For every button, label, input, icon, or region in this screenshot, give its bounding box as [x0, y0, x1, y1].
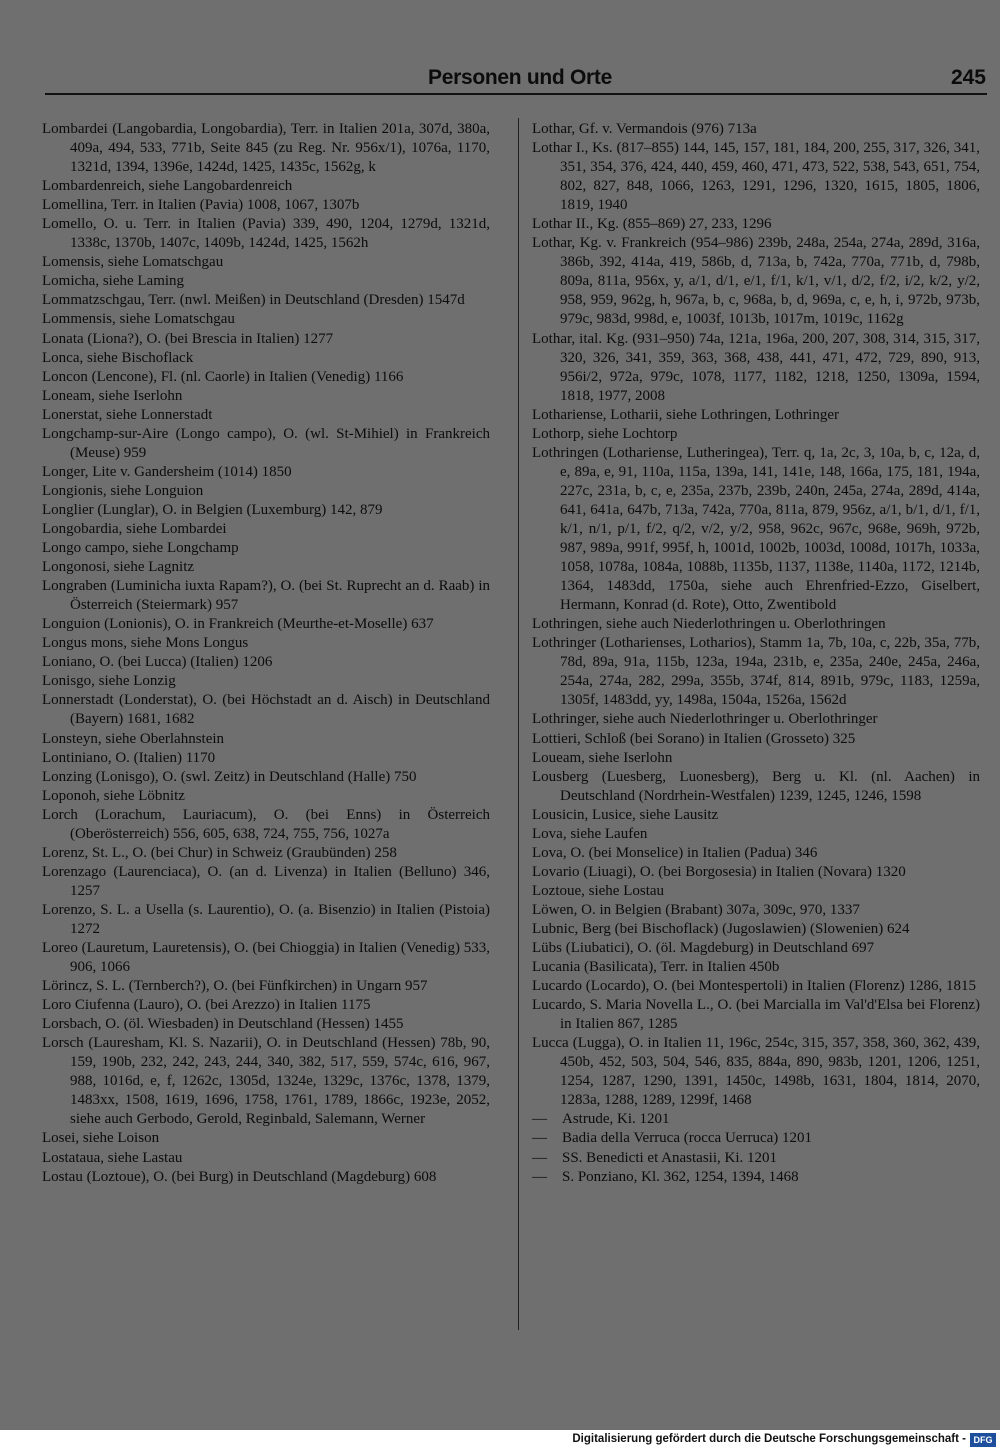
index-entry: Loniano, O. (bei Lucca) (Italien) 1206: [42, 654, 273, 671]
index-entry: Lorsch (Lauresham, Kl. S. Nazarii), O. in Deutschland (Hessen) 78b, 90, 159, 190b, 232, 242, 243, 244, 340, 382, 517, 559, 574c, 616, 967, 988, 1016d, e, f, 1262c, 1305d, 1324e, 1329c, 1376c, 1378, 1379, 1483xx, 1508, 1619, 1696, 1758, 1761, 1789, 1866c, 1923e, 2052, siehe auch Gerbodo, Gerold, Reginbald, Salemann, Werner: [42, 1035, 490, 1128]
index-entry: Lothringen (Lothariense, Lutheringea), Terr. q, 1a, 2c, 3, 10a, b, c, 12a, d, e, 89a, e, 91, 110a, 115a, 139a, 141, 141e, 148, 166a, 175, 181, 194a, 227c, 231a, b, c, e, 235a, 237b, 239b, 240n, 245a, 274a, 289d, 414a, 641, 641a, 647b, 713a, 742a, 770a, 811a, 879, 956z, a/1, b/1, d/1, f/1, k/1, n/1, p/1, f/2, q/2, v/2, y/2, 958, 962c, 967c, 968e, 969h, 972b, 987, 989a, 991f, 995f, h, 1001d, 1002b, 1003d, 1008d, 1017h, 1033a, 1058, 1078a, 1084a, 1088b, 1135b, 1137, 1138e, 1140a, 1172, 1214b, 1364, 1483dd, 1750a, siehe auch Ehrenfried-Ezzo, Giselbert, Hermann, Konrad (d. Rote), Otto, Zwentibold: [532, 444, 980, 614]
index-entry: Lothringen, siehe auch Niederlothringen u. Oberlothringen: [532, 616, 886, 633]
index-entry: Loztoue, siehe Lostau: [532, 882, 665, 899]
index-subentry: [532, 1129, 980, 1148]
index-entry: Lontiniano, O. (Italien) 1170: [42, 749, 216, 766]
index-entry: Lostau (Loztoue), O. (bei Burg) in Deutschland (Magdeburg) 608: [42, 1168, 437, 1185]
dash-mark: —: [532, 1111, 547, 1128]
index-entry: Loncon (Lencone), Fl. (nl. Caorle) in Italien (Venedig) 1166: [42, 368, 404, 385]
index-entry: Lostataua, siehe Lastau: [42, 1149, 183, 1166]
index-entry: Lova, siehe Laufen: [532, 825, 648, 842]
index-entry: Loneam, siehe Iserlohn: [42, 387, 183, 404]
index-entry: Longuion (Lonionis), O. in Frankreich (Meurthe-et-Moselle) 637: [42, 616, 434, 633]
index-entry: Lothringer, siehe auch Niederlothringer u. Oberlothringer: [532, 711, 878, 728]
index-entry: Lothar I., Ks. (817–855) 144, 145, 157, 181, 184, 200, 255, 317, 326, 341, 351, 354, 376, 424, 440, 459, 460, 471, 473, 522, 538, 543, 651, 754, 802, 827, 848, 1066, 1263, 1291, 1296, 1320, 1615, 1805, 1806, 1819, 1940: [532, 140, 980, 214]
page-number: 245: [950, 66, 986, 89]
index-entry: Lucardo, S. Maria Novella L., O. (bei Marcialla im Val'd'Elsa bei Florenz) in Italien 867, 1285: [532, 997, 980, 1033]
index-entry: Lothorp, siehe Lochtorp: [532, 425, 678, 442]
index-entry: Lothar, ital. Kg. (931–950) 74a, 121a, 196a, 200, 207, 308, 314, 315, 317, 320, 326, 341, 359, 363, 368, 438, 441, 471, 472, 729, 890, 913, 956i/2, 972a, 979c, 1078, 1177, 1182, 1218, 1250, 1309a, 1594, 1818, 1977, 2008: [532, 330, 980, 404]
index-entry: Lonnerstadt (Londerstat), O. (bei Höchstadt an d. Aisch) in Deutschland (Bayern) 1681, 1682: [42, 692, 490, 728]
index-entry: Lorenzo, S. L. a Usella (s. Laurentio), O. (a. Bisenzio) in Italien (Pistoia) 1272: [42, 901, 490, 937]
index-entry: Lommensis, siehe Lomatschgau: [42, 311, 235, 328]
index-entry: Longchamp-sur-Aire (Longo campo), O. (wl. St-Mihiel) in Frankreich (Meuse) 959: [42, 425, 490, 461]
index-entry: Longionis, siehe Longuion: [42, 482, 204, 499]
index-entry: Lovario (Liuagi), O. (bei Borgosesia) in Italien (Novara) 1320: [532, 863, 906, 880]
index-entry: Lombardei (Langobardia, Longobardia), Terr. in Italien 201a, 307d, 380a, 409a, 494, 533, 771b, Seite 845 (zu Reg. Nr. 956x/1), 1076a, 1170, 1321d, 1394, 1396e, 1424d, 1425, 1435c, 1562g, k: [42, 121, 490, 176]
dash-mark: —: [532, 1149, 547, 1166]
index-entry: Longlier (Lunglar), O. in Belgien (Luxemburg) 142, 879: [42, 501, 383, 518]
index-entry: Longonosi, siehe Lagnitz: [42, 559, 195, 576]
index-entry: Longer, Lite v. Gandersheim (1014) 1850: [42, 463, 292, 480]
index-entry: Lucardo (Locardo), O. (bei Montespertoli) in Italien (Florenz) 1286, 1815: [532, 978, 977, 995]
index-entry: Loponoh, siehe Löbnitz: [42, 787, 185, 804]
index-entry: Lucania (Basilicata), Terr. in Italien 450b: [532, 959, 780, 976]
index-entry: Lorenz, St. L., O. (bei Chur) in Schweiz (Graubünden) 258: [42, 844, 397, 861]
index-entry: Longus mons, siehe Mons Longus: [42, 635, 249, 652]
index-entry: Lothar II., Kg. (855–869) 27, 233, 1296: [532, 216, 772, 233]
dash-mark: —: [532, 1130, 547, 1147]
page-title: Personen und Orte: [428, 66, 612, 89]
index-subentry: [532, 1168, 980, 1187]
footer-bar: [0, 1430, 1000, 1450]
index-entry: Losei, siehe Loison: [42, 1130, 160, 1147]
index-entry: Lonata (Liona?), O. (bei Brescia in Italien) 1277: [42, 330, 334, 347]
index-entry: Lonerstat, siehe Lonnerstadt: [42, 406, 213, 423]
dash-mark: —: [532, 1168, 547, 1185]
index-entry: Lousberg (Luesberg, Luonesberg), Berg u. Kl. (nl. Aachen) in Deutschland (Nordrhein-Westfalen) 1239, 1245, 1246, 1598: [532, 768, 980, 804]
index-entry: Lonsteyn, siehe Oberlahnstein: [42, 730, 225, 747]
index-entry: Lorsbach, O. (öl. Wiesbaden) in Deutschland (Hessen) 1455: [42, 1016, 404, 1033]
index-entry: Lomellina, Terr. in Italien (Pavia) 1008, 1067, 1307b: [42, 197, 360, 214]
header-rule: [45, 93, 987, 95]
index-subentry: [532, 1149, 980, 1168]
index-entry: Lucca (Lugga), O. in Italien 11, 196c, 254c, 315, 357, 358, 360, 362, 439, 450b, 452, 503, 504, 546, 835, 884a, 890, 983b, 1201, 1206, 1251, 1254, 1287, 1290, 1391, 1450c, 1498b, 1631, 1804, 1814, 2070, 1283a, 1288, 1289, 1299f, 1468: [532, 1035, 980, 1109]
index-entry: Lothringer (Lotharienses, Lotharios), Stamm 1a, 7b, 10a, c, 22b, 35a, 77b, 78d, 89a, 91a, 115b, 123a, 194a, 231b, e, 235a, 240e, 245a, 246a, 254a, 274a, 282, 299a, 355b, 374f, 814, 891b, 979c, 1183, 1259a, 1305f, 1483dd, yy, 1498a, 1504a, 1526a, 1562d: [532, 635, 980, 709]
right-column: [532, 120, 980, 1187]
index-entry: Lomello, O. u. Terr. in Italien (Pavia) 339, 490, 1204, 1279d, 1321d, 1338c, 1370b, 1407c, 1409b, 1424d, 1425, 1562h: [42, 216, 490, 252]
index-entry: Lommatzschgau, Terr. (nwl. Meißen) in Deutschland (Dresden) 1547d: [42, 292, 465, 309]
footer-credit: Digitalisierung gefördert durch die Deutsche Forschungsgemeinschaft -: [572, 1433, 966, 1445]
index-subentry: [532, 1110, 980, 1129]
subentry-text: Badia della Verruca (rocca Uerruca) 1201: [562, 1130, 813, 1147]
index-entry: Lothar, Gf. v. Vermandois (976) 713a: [532, 121, 757, 137]
index-entry: Lonca, siehe Bischoflack: [42, 349, 194, 366]
index-entry: Longobardia, siehe Lombardei: [42, 520, 227, 537]
index-entry: Longo campo, siehe Longchamp: [42, 540, 239, 557]
index-entry: Lubnic, Berg (bei Bischoflack) (Jugoslawien) (Slowenien) 624: [532, 920, 910, 937]
index-entry: Lombardenreich, siehe Langobardenreich: [42, 178, 293, 195]
index-entry: Lothariense, Lotharii, siehe Lothringen, Lothringer: [532, 406, 839, 423]
index-entry: Lonzing (Lonisgo), O. (swl. Zeitz) in Deutschland (Halle) 750: [42, 768, 417, 785]
index-entry: Lübs (Liubatici), O. (öl. Magdeburg) in Deutschland 697: [532, 940, 875, 957]
index-entry: Loreo (Lauretum, Lauretensis), O. (bei Chioggia) in Italien (Venedig) 533, 906, 1066: [42, 940, 490, 976]
index-entry: Lorenzago (Laurenciaca), O. (an d. Livenza) in Italien (Belluno) 346, 1257: [42, 863, 490, 899]
index-entry: Lova, O. (bei Monselice) in Italien (Padua) 346: [532, 844, 818, 861]
index-entry: Lonisgo, siehe Lonzig: [42, 673, 176, 690]
subentry-text: Astrude, Ki. 1201: [562, 1111, 670, 1128]
subentry-text: SS. Benedicti et Anastasii, Ki. 1201: [562, 1149, 777, 1166]
index-entry: Lothar, Kg. v. Frankreich (954–986) 239b, 248a, 254a, 274a, 289d, 316a, 386b, 392, 414a, 419, 586b, d, 713a, b, 742a, 770a, 771b, d, 798b, 809a, 811a, 956x, y, a/1, d/1, e/1, f/1, k/1, v/1, d/2, f/2, i/2, k/2, y/2, 958, 959, 962g, h, 967a, b, c, 968a, b, d, 969a, c, e, h, i, 972b, 973b, 979c, 983d, 998d, e, 1003f, 1013b, 1017m, 1019c, 1162g: [532, 235, 980, 328]
index-entry: Löwen, O. in Belgien (Brabant) 307a, 309c, 970, 1337: [532, 901, 860, 918]
dfg-logo: DFG: [970, 1433, 996, 1447]
index-entry: Loro Ciufenna (Lauro), O. (bei Arezzo) in Italien 1175: [42, 997, 371, 1014]
index-entry: Lörincz, S. L. (Ternberch?), O. (bei Fünfkirchen) in Ungarn 957: [42, 978, 428, 995]
index-entry: Loueam, siehe Iserlohn: [532, 749, 673, 766]
index-entry: Lomensis, siehe Lomatschgau: [42, 254, 224, 271]
index-entry: Longraben (Luminicha iuxta Rapam?), O. (bei St. Ruprecht an d. Raab) in Österreich (Steiermark) 957: [42, 578, 490, 614]
index-entry: Lomicha, siehe Laming: [42, 273, 185, 290]
index-entry: Lorch (Lorachum, Lauriacum), O. (bei Enns) in Österreich (Oberösterreich) 556, 605, 638, 724, 755, 756, 1027a: [42, 806, 490, 842]
index-entry: Lottieri, Schloß (bei Sorano) in Italien (Grosseto) 325: [532, 730, 856, 747]
subentry-text: S. Ponziano, Kl. 362, 1254, 1394, 1468: [562, 1168, 799, 1185]
column-divider: [518, 118, 519, 1330]
index-entry: Lousicin, Lusice, siehe Lausitz: [532, 806, 719, 823]
left-column: [42, 120, 490, 1187]
